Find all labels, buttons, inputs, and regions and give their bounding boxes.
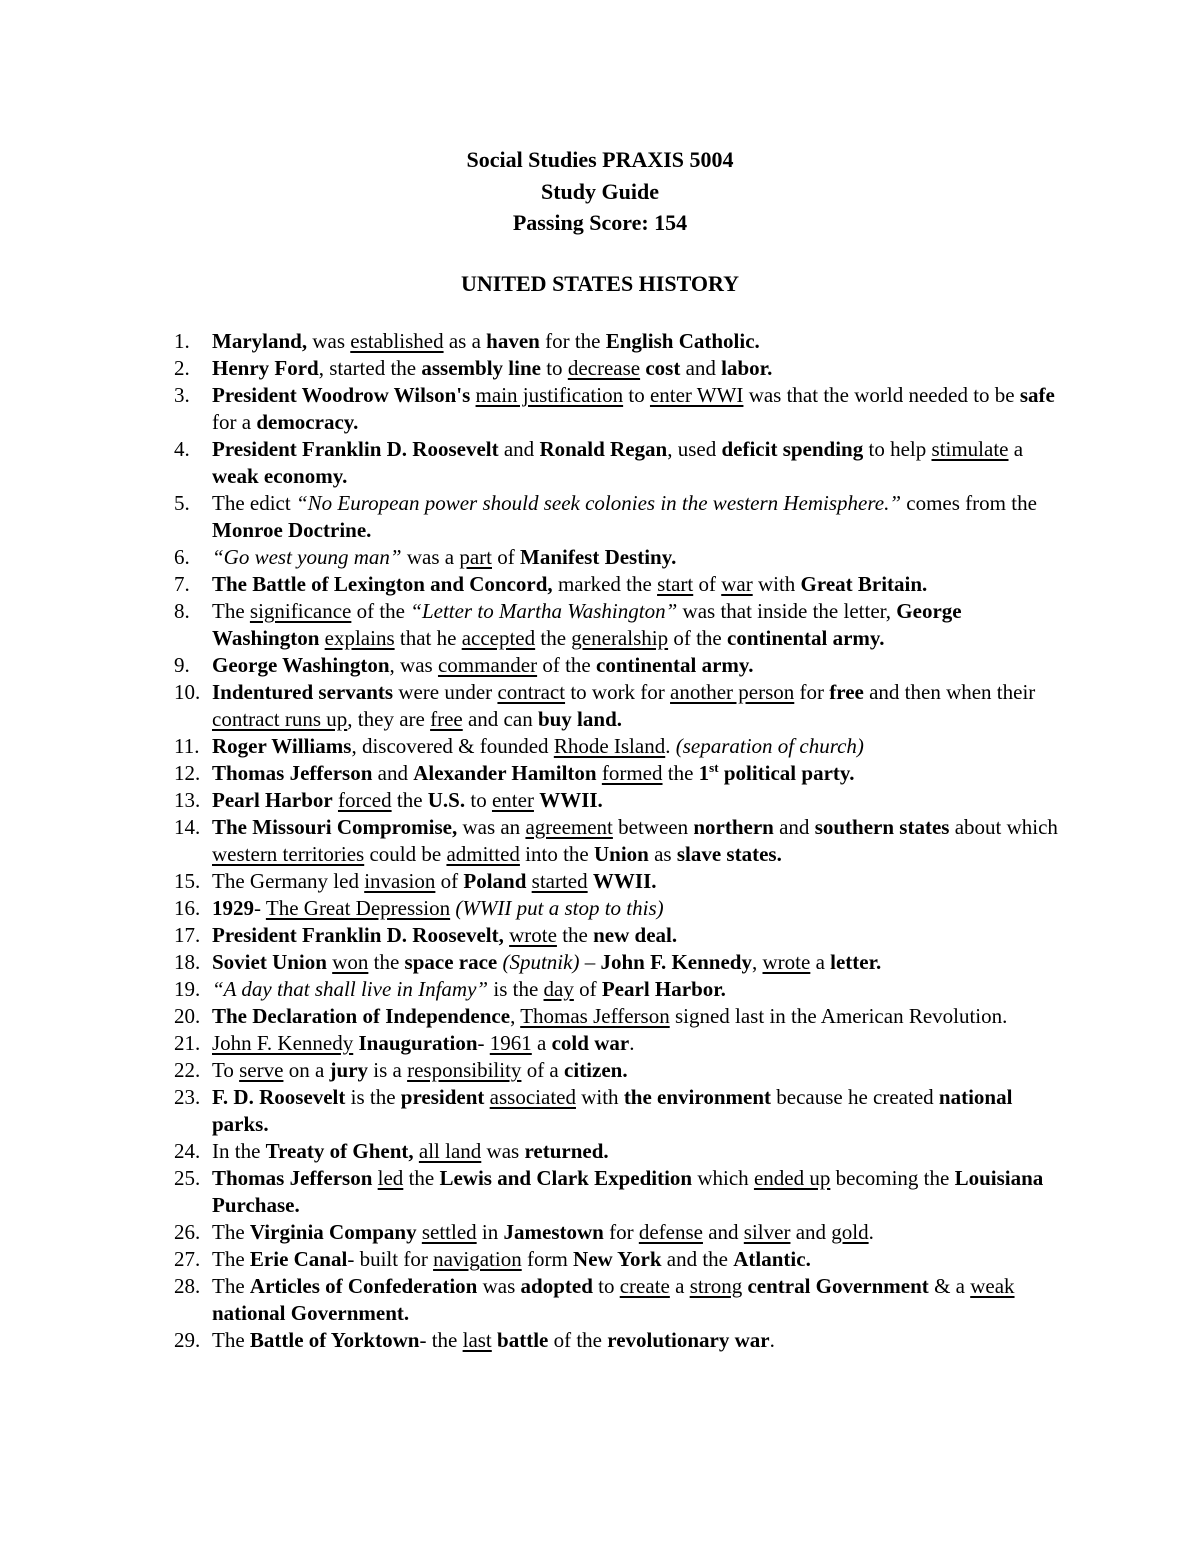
list-item-text: The Battle of Lexington and Concord, — [212, 572, 553, 596]
list-item-text: the — [391, 788, 428, 812]
list-item-text: Soviet Union — [212, 950, 327, 974]
list-item-text: of the — [537, 653, 596, 677]
list-item-text: revolutionary war — [607, 1328, 770, 1352]
list-item-text: (separation of church) — [675, 734, 864, 758]
list-item-text: comes from the — [901, 491, 1037, 515]
list-item-text: agreement — [525, 815, 613, 839]
list-item-text: Great Britain. — [800, 572, 928, 596]
list-item-text: - the — [419, 1328, 463, 1352]
list-item-text: was that the world needed to be — [743, 383, 1020, 407]
list-item-text: The — [212, 1220, 250, 1244]
list-item-text: to — [540, 356, 568, 380]
list-item-text: all land — [418, 1139, 482, 1163]
list-item-text: cost — [645, 356, 681, 380]
list-item — [0, 922, 1200, 949]
list-item — [0, 787, 1200, 814]
list-item-text: safe — [1019, 383, 1055, 407]
list-item-text: George Washington — [212, 653, 390, 677]
list-item-number: 19. — [174, 977, 201, 1001]
list-item — [0, 1084, 1200, 1138]
list-item-number: 15. — [174, 869, 201, 893]
list-item-text: western territories — [212, 842, 365, 866]
list-item-text: could be — [364, 842, 447, 866]
study-items-list — [0, 328, 1200, 1354]
list-item-text: the environment — [623, 1085, 771, 1109]
list-item-text: Ronald Regan — [539, 437, 668, 461]
list-item-number: 1. — [174, 329, 190, 353]
list-item-text: form — [521, 1247, 574, 1271]
list-item-text: Battle of Yorktown — [249, 1328, 420, 1352]
list-item-number: 28. — [174, 1274, 201, 1298]
document-title: Social Studies PRAXIS 5004 — [466, 147, 734, 172]
list-item-text: weak economy. — [212, 464, 348, 488]
list-item — [0, 355, 1200, 382]
list-item-text: Erie Canal — [249, 1247, 348, 1271]
list-item-text: space race — [404, 950, 498, 974]
passing-score: Passing Score: 154 — [512, 210, 688, 235]
list-item-text: was — [477, 1274, 521, 1298]
list-item-number: 14. — [174, 815, 201, 839]
list-item-text: was — [481, 1139, 525, 1163]
list-item-text: on a — [283, 1058, 330, 1082]
list-item-text: George Washington — [212, 599, 962, 650]
list-item — [0, 1057, 1200, 1084]
list-item-text: Lewis and Clark Expedition — [439, 1166, 693, 1190]
list-item-text: contract — [497, 680, 566, 704]
list-item-text: the — [368, 950, 405, 974]
list-item-text: Jamestown — [503, 1220, 604, 1244]
list-item-text: accepted — [461, 626, 536, 650]
list-item-text: “Letter to Martha Washington” — [410, 599, 678, 623]
list-item-text: WWII. — [539, 788, 603, 812]
list-item-text: another person — [670, 680, 795, 704]
list-item-number: 4. — [174, 437, 190, 461]
list-item-text: Atlantic. — [733, 1247, 811, 1271]
list-item-text: Henry Ford — [212, 356, 319, 380]
list-item-text: as — [648, 842, 677, 866]
list-item — [0, 436, 1200, 490]
list-item-text: established — [350, 329, 444, 353]
list-item-text: Pearl Harbor — [212, 788, 333, 812]
list-item-text: , they are — [347, 707, 431, 731]
list-item-text: 1 — [698, 761, 710, 785]
list-item-text: of the — [668, 626, 727, 650]
list-item-text: for — [603, 1220, 639, 1244]
list-item-number: 3. — [174, 383, 190, 407]
list-item-text: into the — [519, 842, 594, 866]
list-item — [0, 544, 1200, 571]
list-item-text: started — [531, 869, 588, 893]
list-item-number: 13. — [174, 788, 201, 812]
list-item-text: won — [332, 950, 369, 974]
list-item-number: 6. — [174, 545, 190, 569]
list-item-text: The Germany led — [212, 869, 365, 893]
list-item — [0, 1219, 1200, 1246]
list-item-text: was a — [401, 545, 460, 569]
list-item-text: with — [575, 1085, 624, 1109]
list-item-text: President Franklin D. Roosevelt — [212, 437, 499, 461]
list-item-text: enter WWI — [649, 383, 744, 407]
list-item-text: The Missouri Compromise, — [212, 815, 458, 839]
list-item-text: southern states — [814, 815, 950, 839]
list-item-text: and can — [462, 707, 538, 731]
list-item-number: 29. — [174, 1328, 201, 1352]
list-item — [0, 760, 1200, 787]
list-item — [0, 382, 1200, 436]
list-item-text: Pearl Harbor. — [601, 977, 726, 1001]
list-item-text: John F. Kennedy — [212, 1031, 354, 1055]
list-item-text: the — [535, 626, 572, 650]
list-item-text: was an — [457, 815, 526, 839]
list-item-text: of — [693, 572, 722, 596]
list-item-text: and — [773, 815, 815, 839]
list-item-text: 1961 — [489, 1031, 532, 1055]
list-item-text: “A day that shall live in Infamy” — [212, 977, 489, 1001]
list-item-number: 20. — [174, 1004, 201, 1028]
list-item-number: 5. — [174, 491, 190, 515]
list-item-text: for a — [212, 410, 257, 434]
list-item-text: led — [377, 1166, 404, 1190]
list-item-text: slave states. — [676, 842, 782, 866]
list-item-number: 8. — [174, 599, 190, 623]
list-item-text: gold — [831, 1220, 869, 1244]
list-item — [0, 1327, 1200, 1354]
list-item-text: Maryland, — [212, 329, 308, 353]
list-item-text: - — [477, 1031, 490, 1055]
list-item-text: Articles of Confederation — [249, 1274, 478, 1298]
list-item-text: marked the — [552, 572, 658, 596]
list-item-text: settled — [421, 1220, 477, 1244]
list-item-text: Treaty of Ghent, — [265, 1139, 414, 1163]
list-item-text: forced — [337, 788, 392, 812]
list-item-text: for the — [539, 329, 606, 353]
list-item-text: assembly line — [421, 356, 541, 380]
list-item-text: of — [435, 869, 464, 893]
list-item-text: to — [623, 383, 650, 407]
list-item-text: stimulate — [931, 437, 1009, 461]
list-item-text: cold war — [551, 1031, 630, 1055]
list-item — [0, 1138, 1200, 1165]
list-item-text: defense — [638, 1220, 703, 1244]
list-item-text: of the — [351, 599, 411, 623]
list-item-text: labor. — [721, 356, 773, 380]
list-item-text: . — [868, 1220, 874, 1244]
list-item-text: which — [692, 1166, 754, 1190]
list-item-text: President Franklin D. Roosevelt, — [212, 923, 504, 947]
list-item-text: main justification — [475, 383, 624, 407]
list-item-text: “Go west young man” — [212, 545, 402, 569]
list-item-text: The edict — [212, 491, 296, 515]
list-item-number: 22. — [174, 1058, 201, 1082]
list-item-text: and then when their — [863, 680, 1036, 704]
list-item-text: . — [769, 1328, 775, 1352]
list-item — [0, 949, 1200, 976]
list-item-text: about which — [949, 815, 1058, 839]
list-item-text: of — [573, 977, 602, 1001]
list-item-text: wrote — [509, 923, 557, 947]
list-item-text: Manifest Destiny. — [520, 545, 677, 569]
list-item — [0, 490, 1200, 544]
list-item-text: the — [403, 1166, 440, 1190]
list-item-text: Thomas Jefferson — [520, 1004, 670, 1028]
list-item-text: The — [212, 1247, 250, 1271]
list-item-text: , started the — [318, 356, 422, 380]
list-item — [0, 571, 1200, 598]
list-item — [0, 1030, 1200, 1057]
list-item-text: admitted — [446, 842, 520, 866]
list-item-text: was that inside the letter, — [677, 599, 897, 623]
list-item-text: the — [662, 761, 699, 785]
list-item-number: 12. — [174, 761, 201, 785]
list-item-text: new deal. — [593, 923, 678, 947]
list-item-text: President Woodrow Wilson's — [212, 383, 471, 407]
section-title: UNITED STATES HISTORY — [461, 271, 739, 296]
list-item-text: weak — [970, 1274, 1015, 1298]
list-item-number: 11. — [174, 734, 200, 758]
list-item-number: 24. — [174, 1139, 201, 1163]
list-item-text: formed — [601, 761, 663, 785]
list-item — [0, 1273, 1200, 1327]
list-item-text: between — [612, 815, 694, 839]
list-item-text: to work for — [565, 680, 671, 704]
list-item-text: , was — [389, 653, 438, 677]
list-item-text: Poland — [463, 869, 527, 893]
list-item-text: U.S. — [427, 788, 466, 812]
list-item-text: Alexander Hamilton — [413, 761, 597, 785]
list-item-text: central Government — [747, 1274, 929, 1298]
list-item-text: The Great Depression — [265, 896, 451, 920]
list-item-text: free — [430, 707, 463, 731]
list-item-text: associated — [489, 1085, 576, 1109]
list-item — [0, 679, 1200, 733]
list-item-text: that he — [394, 626, 462, 650]
list-item-text: national Government. — [212, 1301, 410, 1325]
list-item-text: political party. — [718, 761, 855, 785]
list-item-text: and — [702, 1220, 744, 1244]
list-item-text: a — [1008, 437, 1024, 461]
list-item-text: New York — [573, 1247, 662, 1271]
list-item — [0, 733, 1200, 760]
list-item-number: 18. — [174, 950, 201, 974]
list-item-number: 16. — [174, 896, 201, 920]
list-item — [0, 976, 1200, 1003]
list-item-text: adopted — [520, 1274, 593, 1298]
list-item-text: national parks. — [212, 1085, 1013, 1136]
list-item-text: and — [498, 437, 540, 461]
list-item-text: a — [531, 1031, 552, 1055]
list-item-text: silver — [743, 1220, 791, 1244]
list-item — [0, 328, 1200, 355]
list-item-number: 25. — [174, 1166, 201, 1190]
list-item-text: Inauguration — [358, 1031, 478, 1055]
list-item-text: was — [307, 329, 351, 353]
list-item-number: 2. — [174, 356, 190, 380]
list-item-text: deficit spending — [721, 437, 864, 461]
list-item-text: responsibility — [407, 1058, 522, 1082]
list-item-number: 26. — [174, 1220, 201, 1244]
list-item-text: of a — [521, 1058, 565, 1082]
list-item-number: 27. — [174, 1247, 201, 1271]
list-item-text: is the — [345, 1085, 401, 1109]
list-item-number: 9. — [174, 653, 190, 677]
list-item-text: significance — [249, 599, 352, 623]
list-item-text: of — [492, 545, 520, 569]
list-item-text: to — [465, 788, 492, 812]
list-item-text: day — [543, 977, 574, 1001]
list-item-text: , — [752, 950, 763, 974]
list-item-text: . — [665, 734, 676, 758]
list-item-text: a — [669, 1274, 690, 1298]
list-item-text: as a — [443, 329, 487, 353]
list-item-text: decrease — [567, 356, 641, 380]
list-item-text: continental army. — [596, 653, 754, 677]
list-item-text: haven — [486, 329, 540, 353]
list-item-text: Union — [594, 842, 649, 866]
list-item-text: create — [619, 1274, 670, 1298]
list-item-text: 1929 — [212, 896, 254, 920]
list-item-text: ended up — [753, 1166, 831, 1190]
list-item-text: to help — [863, 437, 932, 461]
list-item-text: Virginia Company — [249, 1220, 417, 1244]
list-item-text: because he created — [771, 1085, 939, 1109]
list-item-text: generalship — [571, 626, 669, 650]
list-item-text: . — [629, 1031, 635, 1055]
list-item — [0, 1003, 1200, 1030]
list-item-text: John F. Kennedy — [600, 950, 752, 974]
list-item-text: , used — [667, 437, 722, 461]
list-item-text: To — [212, 1058, 240, 1082]
list-item-text: democracy. — [256, 410, 359, 434]
list-item-text: , discovered & founded — [351, 734, 554, 758]
list-item-text: continental army. — [727, 626, 885, 650]
list-item-number: 10. — [174, 680, 201, 704]
list-item-text: WWII. — [592, 869, 657, 893]
list-item-text: F. D. Roosevelt — [212, 1085, 346, 1109]
list-item-text: (WWII put a stop to this) — [455, 896, 664, 920]
list-item-text: for — [794, 680, 830, 704]
list-item-text: strong — [689, 1274, 743, 1298]
document-subtitle: Study Guide — [541, 178, 659, 204]
list-item — [0, 598, 1200, 652]
list-item-text: and the — [661, 1247, 734, 1271]
list-item-text: invasion — [364, 869, 436, 893]
list-item-text: war — [721, 572, 753, 596]
list-item-text: signed last in the American Revolution. — [669, 1004, 1008, 1028]
list-item — [0, 1246, 1200, 1273]
list-item-text: The Declaration of Independence — [212, 1004, 511, 1028]
list-item-text: contract runs up — [212, 707, 348, 731]
list-item-text: navigation — [433, 1247, 522, 1271]
list-item — [0, 895, 1200, 922]
list-item-text: The — [212, 599, 250, 623]
list-item-text: “No European power should seek colonies in the western Hemisphere.” — [295, 491, 902, 515]
list-item-text: jury — [329, 1058, 369, 1082]
list-item-text: commander — [437, 653, 538, 677]
list-item-text: English Catholic. — [605, 329, 760, 353]
list-item-text: the — [556, 923, 594, 947]
list-item-text: northern — [693, 815, 774, 839]
list-item-text: is a — [368, 1058, 408, 1082]
list-item-text: becoming the — [830, 1166, 955, 1190]
list-item — [0, 814, 1200, 868]
list-item-text: of the — [548, 1328, 608, 1352]
list-item-text: battle — [497, 1328, 549, 1352]
list-item-text: (Sputnik) — [502, 950, 580, 974]
list-item-text: - built for — [347, 1247, 434, 1271]
list-item-text: Rhode Island — [553, 734, 666, 758]
list-item-text: Monroe Doctrine. — [212, 518, 372, 542]
list-item-text: wrote — [762, 950, 811, 974]
list-item-text: free — [829, 680, 864, 704]
list-item-text: returned. — [524, 1139, 609, 1163]
list-item-text: & a — [928, 1274, 971, 1298]
list-item-text: and — [790, 1220, 832, 1244]
list-item-text: in — [476, 1220, 504, 1244]
list-item-text: serve — [239, 1058, 284, 1082]
list-item-text: last — [462, 1328, 492, 1352]
list-item-text: to — [592, 1274, 620, 1298]
list-item-text: were under — [393, 680, 498, 704]
list-item-text: explains — [324, 626, 395, 650]
list-item-text: Indentured servants — [212, 680, 394, 704]
list-item-text: The — [212, 1328, 250, 1352]
list-item-text: with — [752, 572, 801, 596]
list-item-text: buy land. — [537, 707, 623, 731]
list-item-text: citizen. — [564, 1058, 628, 1082]
list-item-text: The — [212, 1274, 250, 1298]
list-item-number: 7. — [174, 572, 190, 596]
list-item-text: start — [657, 572, 694, 596]
list-item-text: president — [400, 1085, 485, 1109]
list-item-text: part — [459, 545, 492, 569]
list-item-text: In the — [212, 1139, 266, 1163]
list-item — [0, 652, 1200, 679]
list-item-text: is the — [488, 977, 544, 1001]
list-item-text: and — [372, 761, 414, 785]
list-item-text: letter. — [830, 950, 882, 974]
list-item-text: st — [709, 760, 719, 775]
list-item-number: 21. — [174, 1031, 201, 1055]
list-item-text: a — [810, 950, 831, 974]
list-item-text: – — [579, 950, 601, 974]
list-item-text: and — [680, 356, 722, 380]
list-item-number: 23. — [174, 1085, 201, 1109]
list-item-text: , — [510, 1004, 521, 1028]
list-item-text: Thomas Jefferson — [212, 761, 373, 785]
list-item-text: Louisiana Purchase. — [212, 1166, 1044, 1217]
list-item-text: Thomas Jefferson — [212, 1166, 373, 1190]
list-item-number: 17. — [174, 923, 201, 947]
list-item-text: - — [254, 896, 266, 920]
document-header — [0, 144, 1200, 239]
list-item-text: enter — [491, 788, 534, 812]
list-item-text: Roger Williams — [212, 734, 352, 758]
list-item — [0, 868, 1200, 895]
list-item — [0, 1165, 1200, 1219]
